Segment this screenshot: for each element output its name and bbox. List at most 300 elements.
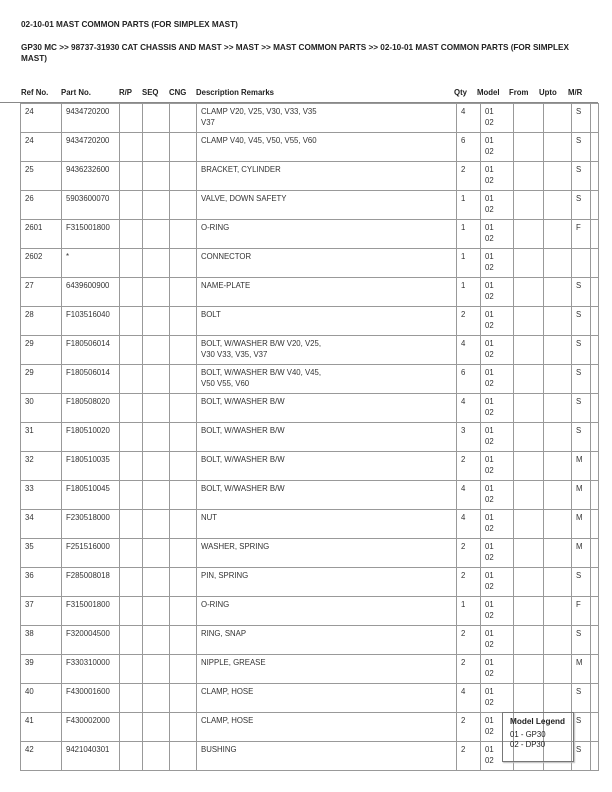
upto-cell	[544, 365, 572, 394]
ref-no-cell	[21, 249, 62, 278]
ref-no-cell	[21, 655, 62, 684]
qty-cell	[457, 191, 481, 220]
part-no-cell-text: F315001800	[66, 600, 110, 609]
seq-cell	[143, 539, 170, 568]
cng-cell	[170, 481, 197, 510]
from-cell	[514, 249, 544, 278]
model-cell	[481, 278, 514, 307]
parts-table	[20, 103, 599, 771]
mr-cell-text: S	[576, 716, 582, 725]
spacer-cell	[591, 220, 599, 249]
qty-cell	[457, 249, 481, 278]
seq-cell	[143, 220, 170, 249]
rp-cell	[120, 162, 143, 191]
description-cell	[197, 394, 457, 423]
mr-cell-text: S	[576, 107, 582, 116]
ref-no-cell-text: 32	[25, 455, 34, 464]
model-cell-text: 01	[485, 281, 494, 290]
upto-cell	[544, 249, 572, 278]
qty-cell-text: 2	[461, 745, 466, 754]
part-no-cell-text: F180510020	[66, 426, 110, 435]
qty-cell-text: 1	[461, 281, 466, 290]
upto-cell	[544, 626, 572, 655]
table-row	[21, 278, 599, 307]
mr-cell-text: M	[576, 455, 583, 464]
table-row	[21, 104, 599, 133]
model-cell	[481, 597, 514, 626]
model-cell-text: 01	[485, 542, 494, 551]
rp-cell	[120, 597, 143, 626]
model-cell	[481, 423, 514, 452]
model-cell	[481, 220, 514, 249]
cng-cell	[170, 568, 197, 597]
qty-cell-text: 2	[461, 542, 466, 551]
part-no-cell-text: F430001600	[66, 687, 110, 696]
header-mr: M/R	[568, 88, 583, 97]
ref-no-cell-text: 35	[25, 542, 34, 551]
part-no-cell	[62, 597, 120, 626]
model-cell-text: 02	[485, 233, 494, 243]
part-no-cell-text: 9436232600	[66, 165, 110, 174]
upto-cell	[544, 655, 572, 684]
model-cell-text: 02	[485, 494, 494, 504]
model-cell-text: 02	[485, 697, 494, 707]
model-cell	[481, 191, 514, 220]
upto-cell	[544, 452, 572, 481]
mr-cell	[572, 713, 591, 742]
seq-cell	[143, 684, 170, 713]
rp-cell	[120, 655, 143, 684]
rp-cell	[120, 713, 143, 742]
table-row	[21, 510, 599, 539]
model-cell	[481, 162, 514, 191]
model-cell-text: 02	[485, 610, 494, 620]
spacer-cell	[591, 249, 599, 278]
model-cell-text: 01	[485, 426, 494, 435]
legend-item: 01 - GP30	[510, 730, 546, 739]
cng-cell	[170, 597, 197, 626]
cng-cell	[170, 104, 197, 133]
seq-cell	[143, 249, 170, 278]
header-from: From	[509, 88, 529, 97]
model-cell-text: 02	[485, 755, 494, 765]
ref-no-cell-text: 2602	[25, 252, 43, 261]
cng-cell	[170, 307, 197, 336]
model-cell-text: 02	[485, 726, 494, 736]
description-cell-text: BOLT, W/WASHER B/W	[201, 484, 285, 493]
seq-cell	[143, 713, 170, 742]
legend-item: 02 - DP30	[510, 740, 546, 749]
from-cell	[514, 655, 544, 684]
model-cell-text: 02	[485, 175, 494, 185]
qty-cell	[457, 626, 481, 655]
seq-cell	[143, 104, 170, 133]
ref-no-cell	[21, 452, 62, 481]
from-cell	[514, 597, 544, 626]
mr-cell	[572, 104, 591, 133]
from-cell	[514, 365, 544, 394]
part-no-cell	[62, 742, 120, 771]
description-cell-text: CLAMP, HOSE	[201, 716, 254, 725]
part-no-cell	[62, 336, 120, 365]
rp-cell	[120, 278, 143, 307]
seq-cell	[143, 626, 170, 655]
model-cell	[481, 568, 514, 597]
ref-no-cell-text: 38	[25, 629, 34, 638]
part-no-cell-text: F430002000	[66, 716, 110, 725]
cng-cell	[170, 133, 197, 162]
ref-no-cell	[21, 365, 62, 394]
description-cell	[197, 365, 457, 394]
table-row	[21, 423, 599, 452]
mr-cell	[572, 655, 591, 684]
description-cell	[197, 191, 457, 220]
rp-cell	[120, 365, 143, 394]
header-description: Description Remarks	[196, 88, 274, 97]
from-cell	[514, 423, 544, 452]
description-cell	[197, 626, 457, 655]
qty-cell	[457, 278, 481, 307]
table-row	[21, 539, 599, 568]
qty-cell-text: 4	[461, 107, 466, 116]
part-no-cell	[62, 104, 120, 133]
model-cell-text: 01	[485, 745, 494, 754]
part-no-cell	[62, 249, 120, 278]
description-cell	[197, 249, 457, 278]
mr-cell-text: S	[576, 426, 582, 435]
ref-no-cell-text: 30	[25, 397, 34, 406]
seq-cell	[143, 191, 170, 220]
mr-cell-text: S	[576, 136, 582, 145]
spacer-cell	[591, 539, 599, 568]
upto-cell	[544, 133, 572, 162]
mr-cell-text: M	[576, 484, 583, 493]
spacer-cell	[591, 162, 599, 191]
from-cell	[514, 452, 544, 481]
table-row	[21, 249, 599, 278]
part-no-cell	[62, 278, 120, 307]
description-cell-text: WASHER, SPRING	[201, 542, 270, 551]
qty-cell	[457, 133, 481, 162]
model-cell-text: 01	[485, 484, 494, 493]
model-cell	[481, 626, 514, 655]
part-no-cell	[62, 191, 120, 220]
ref-no-cell-text: 24	[25, 136, 34, 145]
upto-cell	[544, 394, 572, 423]
qty-cell-text: 2	[461, 165, 466, 174]
description-cell	[197, 452, 457, 481]
ref-no-cell	[21, 423, 62, 452]
table-row	[21, 133, 599, 162]
model-cell-text: 01	[485, 397, 494, 406]
mr-cell	[572, 742, 591, 771]
ref-no-cell	[21, 481, 62, 510]
description-cell	[197, 307, 457, 336]
upto-cell	[544, 423, 572, 452]
table-row	[21, 191, 599, 220]
qty-cell	[457, 597, 481, 626]
description-cell-text: CONNECTOR	[201, 252, 252, 261]
model-cell-text: 01	[485, 629, 494, 638]
from-cell	[514, 568, 544, 597]
mr-cell	[572, 481, 591, 510]
qty-cell	[457, 162, 481, 191]
part-no-cell-text: F251516000	[66, 542, 110, 551]
model-legend	[502, 712, 574, 762]
mr-cell-text: S	[576, 281, 582, 290]
seq-cell	[143, 394, 170, 423]
qty-cell-text: 3	[461, 426, 466, 435]
page-title: 02-10-01 MAST COMMON PARTS (FOR SIMPLEX MAST)	[21, 20, 238, 29]
mr-cell	[572, 684, 591, 713]
ref-no-cell	[21, 394, 62, 423]
ref-no-cell-text: 39	[25, 658, 34, 667]
part-no-cell	[62, 510, 120, 539]
mr-cell	[572, 394, 591, 423]
qty-cell-text: 1	[461, 600, 466, 609]
model-cell-text: 02	[485, 349, 494, 359]
description-cell-text: CLAMP V40, V45, V50, V55, V60	[201, 136, 317, 145]
model-cell-text: 02	[485, 291, 494, 301]
description-cell-text: BOLT, W/WASHER B/W	[201, 397, 285, 406]
model-cell	[481, 481, 514, 510]
header-part-no: Part No.	[61, 88, 91, 97]
description-cell	[197, 510, 457, 539]
header-upto: Upto	[539, 88, 557, 97]
description-cell-text: CLAMP V20, V25, V30, V33, V35	[201, 107, 317, 116]
model-cell-text: 02	[485, 552, 494, 562]
description-cell	[197, 539, 457, 568]
ref-no-cell-text: 37	[25, 600, 34, 609]
model-cell	[481, 684, 514, 713]
spacer-cell	[591, 336, 599, 365]
header-cng: CNG	[169, 88, 187, 97]
seq-cell	[143, 568, 170, 597]
mr-cell-text: S	[576, 397, 582, 406]
mr-cell-text: S	[576, 165, 582, 174]
spacer-cell	[591, 742, 599, 771]
rp-cell	[120, 626, 143, 655]
description-cell-text: O-RING	[201, 600, 230, 609]
mr-cell	[572, 278, 591, 307]
model-cell-text: 01	[485, 600, 494, 609]
seq-cell	[143, 278, 170, 307]
table-row	[21, 307, 599, 336]
upto-cell	[544, 336, 572, 365]
part-no-cell	[62, 423, 120, 452]
seq-cell	[143, 423, 170, 452]
table-row	[21, 220, 599, 249]
seq-cell	[143, 162, 170, 191]
spacer-cell	[591, 655, 599, 684]
model-cell-text: 01	[485, 194, 494, 203]
spacer-cell	[591, 684, 599, 713]
part-no-cell-text: 6439600900	[66, 281, 110, 290]
ref-no-cell	[21, 191, 62, 220]
model-cell	[481, 104, 514, 133]
mr-cell	[572, 220, 591, 249]
mr-cell-text: S	[576, 629, 582, 638]
spacer-cell	[591, 278, 599, 307]
qty-cell	[457, 365, 481, 394]
upto-cell	[544, 684, 572, 713]
ref-no-cell-text: 27	[25, 281, 34, 290]
model-cell	[481, 539, 514, 568]
seq-cell	[143, 365, 170, 394]
model-cell-text: 01	[485, 310, 494, 319]
description-cell-text: O-RING	[201, 223, 230, 232]
description-cell-text: CLAMP, HOSE	[201, 687, 254, 696]
table-row	[21, 394, 599, 423]
part-no-cell-text: F103516040	[66, 310, 110, 319]
upto-cell	[544, 568, 572, 597]
from-cell	[514, 626, 544, 655]
part-no-cell-text: F180508020	[66, 397, 110, 406]
mr-cell	[572, 133, 591, 162]
qty-cell	[457, 104, 481, 133]
ref-no-cell-text: 29	[25, 368, 34, 377]
spacer-cell	[591, 597, 599, 626]
mr-cell-text: S	[576, 745, 582, 754]
description-cell-text: NIPPLE, GREASE	[201, 658, 266, 667]
part-no-cell-text: F180510045	[66, 484, 110, 493]
description-cell-text: VALVE, DOWN SAFETY	[201, 194, 287, 203]
mr-cell	[572, 510, 591, 539]
model-cell-text: 02	[485, 523, 494, 533]
description-cell-text: PIN, SPRING	[201, 571, 249, 580]
table-row	[21, 626, 599, 655]
model-cell-text: 01	[485, 252, 494, 261]
model-cell	[481, 510, 514, 539]
model-cell-text: 01	[485, 716, 494, 725]
cng-cell	[170, 278, 197, 307]
qty-cell	[457, 394, 481, 423]
mr-cell	[572, 597, 591, 626]
ref-no-cell-text: 33	[25, 484, 34, 493]
upto-cell	[544, 539, 572, 568]
seq-cell	[143, 742, 170, 771]
table-row	[21, 481, 599, 510]
from-cell	[514, 539, 544, 568]
part-no-cell-text: F285008018	[66, 571, 110, 580]
ref-no-cell-text: 34	[25, 513, 34, 522]
model-cell	[481, 307, 514, 336]
part-no-cell	[62, 481, 120, 510]
ref-no-cell	[21, 133, 62, 162]
part-no-cell-text: F330310000	[66, 658, 110, 667]
seq-cell	[143, 307, 170, 336]
qty-cell-text: 2	[461, 455, 466, 464]
description-cell	[197, 742, 457, 771]
mr-cell	[572, 307, 591, 336]
from-cell	[514, 336, 544, 365]
rp-cell	[120, 307, 143, 336]
model-cell-text: 01	[485, 513, 494, 522]
model-cell-text: 01	[485, 136, 494, 145]
from-cell	[514, 191, 544, 220]
description-cell-text: V37	[201, 117, 215, 127]
description-cell	[197, 133, 457, 162]
ref-no-cell	[21, 539, 62, 568]
model-cell-text: 01	[485, 368, 494, 377]
qty-cell-text: 2	[461, 571, 466, 580]
cng-cell	[170, 510, 197, 539]
description-cell	[197, 162, 457, 191]
upto-cell	[544, 104, 572, 133]
part-no-cell-text: 5903600070	[66, 194, 110, 203]
spacer-cell	[591, 133, 599, 162]
ref-no-cell	[21, 336, 62, 365]
mr-cell	[572, 626, 591, 655]
rp-cell	[120, 684, 143, 713]
model-cell-text: 02	[485, 668, 494, 678]
qty-cell-text: 4	[461, 397, 466, 406]
model-cell-text: 02	[485, 639, 494, 649]
description-cell-text: BOLT, W/WASHER B/W V20, V25,	[201, 339, 322, 348]
spacer-cell	[591, 568, 599, 597]
from-cell	[514, 162, 544, 191]
model-cell-text: 01	[485, 165, 494, 174]
model-cell-text: 01	[485, 658, 494, 667]
table-row	[21, 597, 599, 626]
model-cell-text: 01	[485, 339, 494, 348]
table-row	[21, 684, 599, 713]
description-cell	[197, 278, 457, 307]
cng-cell	[170, 191, 197, 220]
spacer-cell	[591, 423, 599, 452]
ref-no-cell	[21, 568, 62, 597]
part-no-cell	[62, 539, 120, 568]
ref-no-cell	[21, 742, 62, 771]
from-cell	[514, 307, 544, 336]
model-cell	[481, 249, 514, 278]
description-cell	[197, 220, 457, 249]
ref-no-cell	[21, 307, 62, 336]
table-row	[21, 568, 599, 597]
from-cell	[514, 481, 544, 510]
mr-cell-text: S	[576, 339, 582, 348]
ref-no-cell	[21, 278, 62, 307]
cng-cell	[170, 336, 197, 365]
table-row	[21, 336, 599, 365]
qty-cell-text: 1	[461, 223, 466, 232]
seq-cell	[143, 133, 170, 162]
description-cell	[197, 713, 457, 742]
legend-title: Model Legend	[510, 717, 566, 726]
upto-cell	[544, 481, 572, 510]
ref-no-cell	[21, 626, 62, 655]
rp-cell	[120, 568, 143, 597]
ref-no-cell-text: 2601	[25, 223, 43, 232]
part-no-cell	[62, 394, 120, 423]
mr-cell-text: F	[576, 223, 581, 232]
ref-no-cell-text: 25	[25, 165, 34, 174]
description-cell-text: BRACKET, CYLINDER	[201, 165, 281, 174]
spacer-cell	[591, 481, 599, 510]
qty-cell	[457, 539, 481, 568]
spacer-cell	[591, 713, 599, 742]
description-cell	[197, 481, 457, 510]
cng-cell	[170, 423, 197, 452]
part-no-cell	[62, 133, 120, 162]
qty-cell	[457, 220, 481, 249]
qty-cell-text: 1	[461, 194, 466, 203]
cng-cell	[170, 452, 197, 481]
mr-cell	[572, 568, 591, 597]
part-no-cell	[62, 220, 120, 249]
model-cell-text: 01	[485, 571, 494, 580]
upto-cell	[544, 220, 572, 249]
